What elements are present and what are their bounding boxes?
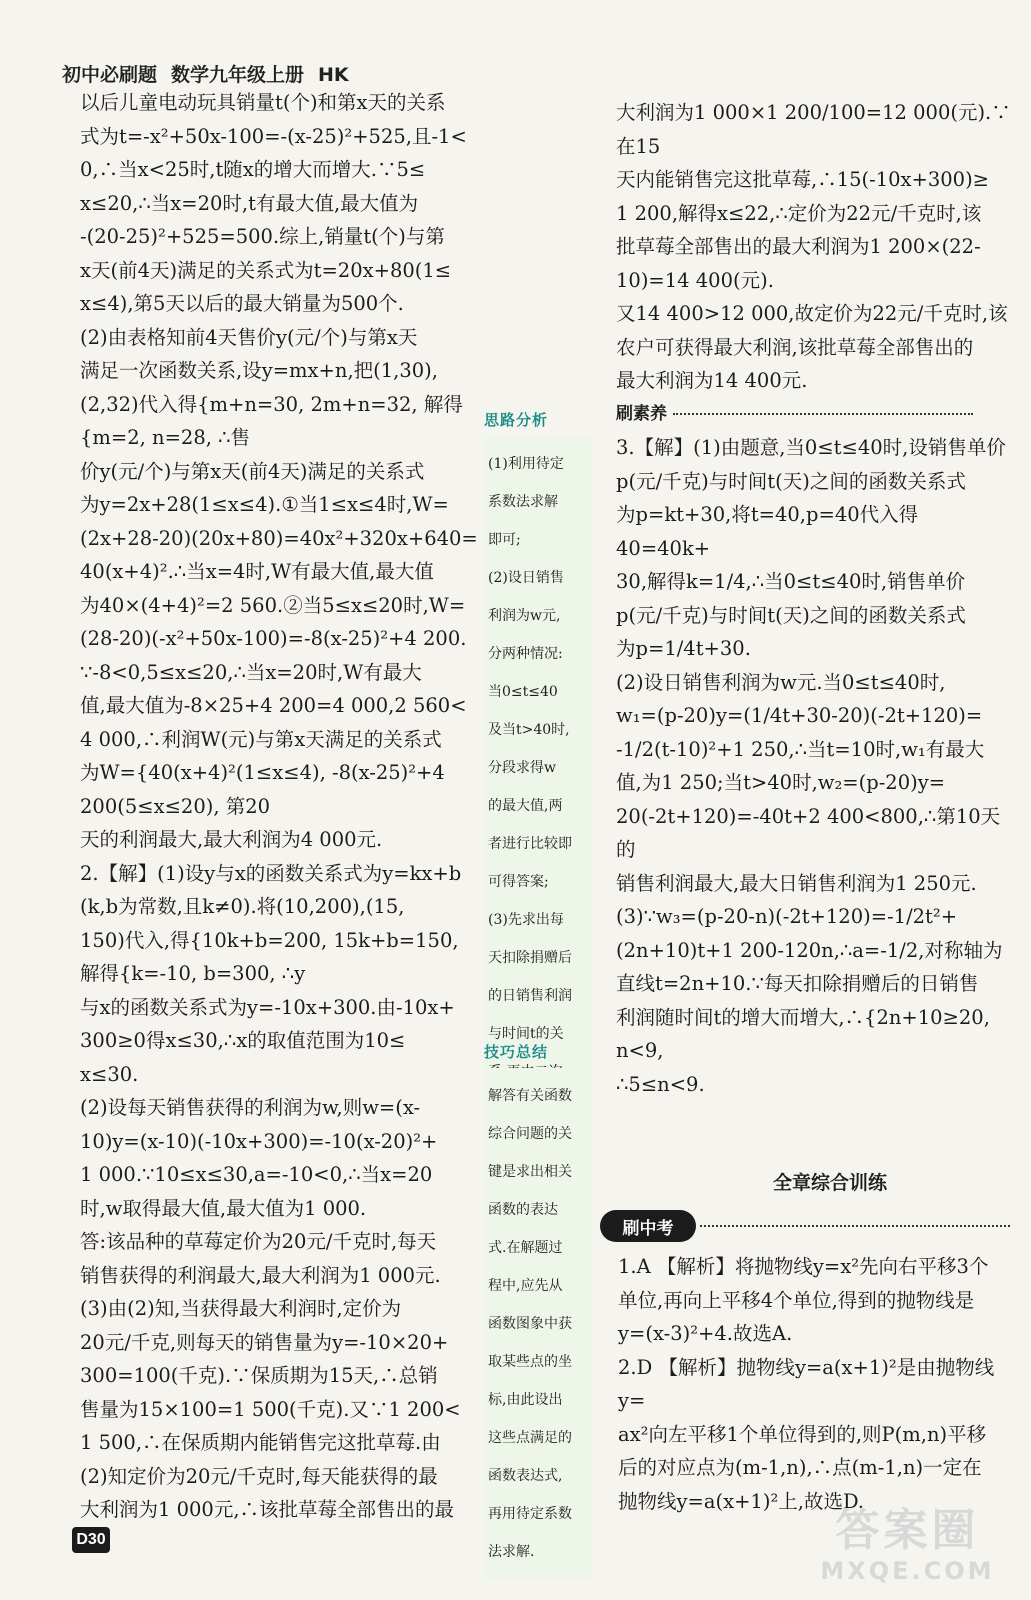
sidebar-line: 的日销售利润 <box>488 988 572 1004</box>
sidebar-line: 天扣除捐赠后 <box>488 950 572 966</box>
chapter-title: 全章综合训练 <box>772 1172 887 1194</box>
text-line: 为p=kt+30,将t=40,p=40代入得40=40k+ <box>616 503 919 560</box>
text-line: 最大利润为14 400元. <box>616 369 808 392</box>
sidebar-line: 综合问题的关 <box>488 1126 572 1142</box>
sidebar-line: (2)设日销售 <box>488 570 564 586</box>
page-number: D30 <box>72 1527 110 1553</box>
text-line: x天(前4天)满足的关系式为t=20x+80(1≤ <box>80 258 452 282</box>
text-line: 与x的函数关系式为y=-10x+300.由-10x+ <box>80 995 455 1019</box>
text-line: -1/2(t-10)²+1 250,∴当t=10时,w₁有最大 <box>616 737 985 761</box>
text-line: 以后儿童电动玩具销量t(个)和第x天的关系 <box>80 91 446 114</box>
text-line: 20(-2t+120)=-40t+2 400<800,∴第10天的 <box>616 804 1001 861</box>
section-heading <box>616 398 1012 432</box>
edition-name: HK <box>318 64 349 86</box>
text-line: 为p=1/4t+30. <box>616 637 751 660</box>
watermark-logo <box>800 1505 1015 1595</box>
text-line: 价y(元/个)与第x天(前4天)满足的关系式 <box>80 459 425 483</box>
text-line: (2)由表格知前4天售价y(元/个)与第x天 <box>80 325 418 349</box>
answer-line: 1.A 【解析】将抛物线y=x²先向右平移3个 <box>618 1255 989 1278</box>
text-line: 300=100(千克).∵保质期为15天,∴总销 <box>80 1364 438 1387</box>
answer-line: y=(x-3)²+4.故选A. <box>618 1322 793 1345</box>
watermark-url: MXQE.COM <box>820 1557 995 1585</box>
sidebar-line: 取某些点的坐 <box>488 1354 572 1370</box>
text-line: 10)y=(x-10)(-10x+300)=-10(x-20)²+ <box>80 1129 438 1153</box>
sidebar-line: 函数的表达 <box>488 1202 558 1218</box>
text-line: 4 000,∴利润W(元)与第x天满足的关系式 <box>80 727 442 751</box>
page-header <box>62 60 349 87</box>
text-line: 1 000.∵10≤x≤30,a=-10<0,∴当x=20 <box>80 1163 433 1186</box>
text-line: (2)设日销售利润为w元.当0≤t≤40时, <box>616 670 946 694</box>
sidebar-line: 法求解. <box>488 1544 535 1560</box>
text-line: 值,为1 250;当t>40时,w₂=(p-20)y= <box>616 771 946 794</box>
text-line: 0,∴当x<25时,t随x的增大而增大.∵5≤ <box>80 158 426 181</box>
sidebar-line: 程中,应先从 <box>488 1278 563 1294</box>
sidebar-line: 及当t>40时, <box>488 722 570 738</box>
text-line: 150)代入,得{10k+b=200, 15k+b=150, 解得{k=-10, b=300, ∴y <box>80 928 459 985</box>
sidebar-line: 与时间t的关 <box>488 1026 564 1042</box>
text-line: (2)设每天销售获得的利润为w,则w=(x- <box>80 1096 421 1119</box>
text-line: 300≥0得x≤30,∴x的取值范围为10≤ <box>80 1029 406 1052</box>
text-line: 时,w取得最大值,最大值为1 000. <box>80 1196 367 1220</box>
text-line: 值,最大值为-8×25+4 200=4 000,2 560< <box>80 694 467 717</box>
text-line: w₁=(p-20)y=(1/4t+30-20)(-2t+120)= <box>616 704 983 727</box>
right-column <box>616 96 1012 1101</box>
answer-line: 后的对应点为(m-1,n),∴点(m-1,n)一定在 <box>618 1456 982 1479</box>
text-line: 销售获得的利润最大,最大利润为1 000元. <box>80 1263 441 1287</box>
sidebar-line: 函数表达式, <box>488 1468 563 1484</box>
text-line: 销售利润最大,最大日销售利润为1 250元. <box>616 871 977 895</box>
text-line: 直线t=2n+10.∵每天扣除捐赠后的日销售 <box>616 972 979 995</box>
sidebar-line: 函数图象中获 <box>488 1316 572 1332</box>
sidebar-line: (1)利用待定 <box>488 456 564 472</box>
answer-line: 抛物线y=a(x+1)²上,故选D. <box>618 1489 865 1513</box>
badge-divider <box>700 1225 1010 1227</box>
sidebar-line: 再用待定系数 <box>488 1506 572 1522</box>
text-line: p(元/千克)与时间t(天)之间的函数关系式 <box>616 603 966 627</box>
left-column <box>80 86 478 1527</box>
answer-line: ax²向左平移1个单位得到的,则P(m,n)平移 <box>618 1422 987 1446</box>
text-line: 售量为15×100=1 500(千克).又∵1 200< <box>80 1397 461 1421</box>
sidebar-line: 的最大值,两 <box>488 798 563 814</box>
text-line: p(元/千克)与时间t(天)之间的函数关系式 <box>616 469 966 493</box>
sidebar-line: 当0≤t≤40 <box>488 684 558 700</box>
text-line: 又14 400>12 000,故定价为22元/千克时,该 <box>616 302 1008 325</box>
text-line: 批草莓全部售出的最大利润为1 200×(22- <box>616 235 981 258</box>
sidebar-line: 标,由此设出 <box>488 1392 563 1408</box>
answers-list <box>618 1250 1014 1518</box>
sidebar-line: 键是求出相关 <box>488 1164 572 1180</box>
text-line: -(20-25)²+525=500.综上,销量t(个)与第 <box>80 225 445 248</box>
text-line: 40(x+4)².∴当x=4时,W有最大值,最大值 <box>80 560 434 583</box>
text-line: 大利润为1 000元,∴该批草莓全部售出的最 <box>80 1498 455 1521</box>
text-line: 1 200,解得x≤22,∴定价为22元/千克时,该 <box>616 201 982 225</box>
text-line: (2x+28-20)(20x+80)=40x²+320x+640= <box>80 526 478 550</box>
section-divider <box>673 413 973 415</box>
sidebar-line: 者进行比较即 <box>488 836 572 852</box>
watermark-text: 答案圈 <box>835 1505 980 1556</box>
sidebar-line: 利润为w元, <box>488 608 561 624</box>
answer-line: 单位,再向上平移4个单位,得到的抛物线是 <box>618 1288 975 1312</box>
text-line: 农户可获得最大利润,该批草莓全部售出的 <box>616 335 974 359</box>
text-line: (k,b为常数,且k≠0).将(10,200),(15, <box>80 895 405 918</box>
text-line: ∵-8<0,5≤x≤20,∴当x=20时,W有最大 <box>80 660 422 684</box>
sidebar-line: (3)先求出每 <box>488 912 564 928</box>
subject-name: 数学九年级上册 <box>171 64 305 86</box>
text-line: 大利润为1 000×1 200/100=12 000(元).∵在15 <box>616 101 1011 158</box>
text-line: (2n+10)t+1 200-120n,∴a=-1/2,对称轴为 <box>616 938 1003 962</box>
series-name: 初中必刷题 <box>62 64 158 86</box>
text-line: 2.【解】(1)设y与x的函数关系式为y=kx+b <box>80 861 462 885</box>
text-line: 10)=14 400(元). <box>616 268 774 292</box>
text-line: (2,32)代入得{m+n=30, 2m+n=32, 解得{m=2, n=28, ∴售 <box>80 392 463 449</box>
sidebar-line: 解答有关函数 <box>488 1088 572 1104</box>
sidebar-line: 分两种情况: <box>488 646 563 662</box>
sidebar-tips <box>484 1040 592 1580</box>
text-line: (2)知定价为20元/千克时,每天能获得的最 <box>80 1464 438 1488</box>
text-line: 为y=2x+28(1≤x≤4).①当1≤x≤4时,W= <box>80 493 449 516</box>
sidebar-line: 这些点满足的 <box>488 1430 572 1446</box>
text-line: 式为t=-x²+50x-100=-(x-25)²+525,且-1< <box>80 124 467 148</box>
text-line: 1 500,∴在保质期内能销售完这批草莓.由 <box>80 1431 441 1454</box>
text-line: 天内能销售完这批草莓,∴15(-10x+300)≥ <box>616 168 990 191</box>
sidebar-line: 可得答案; <box>488 874 549 890</box>
text-line: 30,解得k=1/4,∴当0≤t≤40时,销售单价 <box>616 570 966 593</box>
section-badge: 刷中考 <box>600 1210 696 1242</box>
text-line: 满足一次函数关系,设y=mx+n,把(1,30), <box>80 359 438 382</box>
text-line: ∴5≤n<9. <box>616 1072 705 1096</box>
text-line: x≤20,∴当x=20时,t有最大值,最大值为 <box>80 191 419 215</box>
text-line: 为W={40(x+4)²(1≤x≤4), -8(x-25)²+4 200(5≤x≤20), 第20 <box>80 761 445 818</box>
text-line: (3)∵w₃=(p-20-n)(-2t+120)=-1/2t²+ <box>616 905 958 928</box>
text-line: (3)由(2)知,当获得最大利润时,定价为 <box>80 1297 402 1320</box>
sidebar-line: 即可; <box>488 532 521 548</box>
text-line: 答:该品种的草莓定价为20元/千克时,每天 <box>80 1230 437 1253</box>
text-line: 20元/千克,则每天的销售量为y=-10×20+ <box>80 1330 449 1354</box>
text-line: (28-20)(-x²+50x-100)=-8(x-25)²+4 200. <box>80 627 467 650</box>
text-line: x≤30. <box>80 1062 139 1086</box>
sidebar-analysis-title: 思路分析 <box>484 411 549 429</box>
text-line: 天的利润最大,最大利润为4 000元. <box>80 828 383 851</box>
section-label: 刷素养 <box>616 403 667 424</box>
sidebar-tips-body <box>484 1068 592 1580</box>
text-line: 为40×(4+4)²=2 560.②当5≤x≤20时,W= <box>80 593 466 617</box>
text-line: 3.【解】(1)由题意,当0≤t≤40时,设销售单价 <box>616 436 1006 459</box>
sidebar-tips-title: 技巧总结 <box>484 1043 549 1061</box>
text-line: x≤4),第5天以后的最大销量为500个. <box>80 292 404 315</box>
text-line: 利润随时间t的增大而增大,∴{2n+10≥20, n<9, <box>616 1005 990 1062</box>
sidebar-line: 分段求得w <box>488 760 556 776</box>
answer-line: 2.D 【解析】抛物线y=a(x+1)²是由抛物线y= <box>618 1355 995 1412</box>
sidebar-line: 式.在解题过 <box>488 1240 563 1256</box>
sidebar-line: 系数法求解 <box>488 494 558 510</box>
